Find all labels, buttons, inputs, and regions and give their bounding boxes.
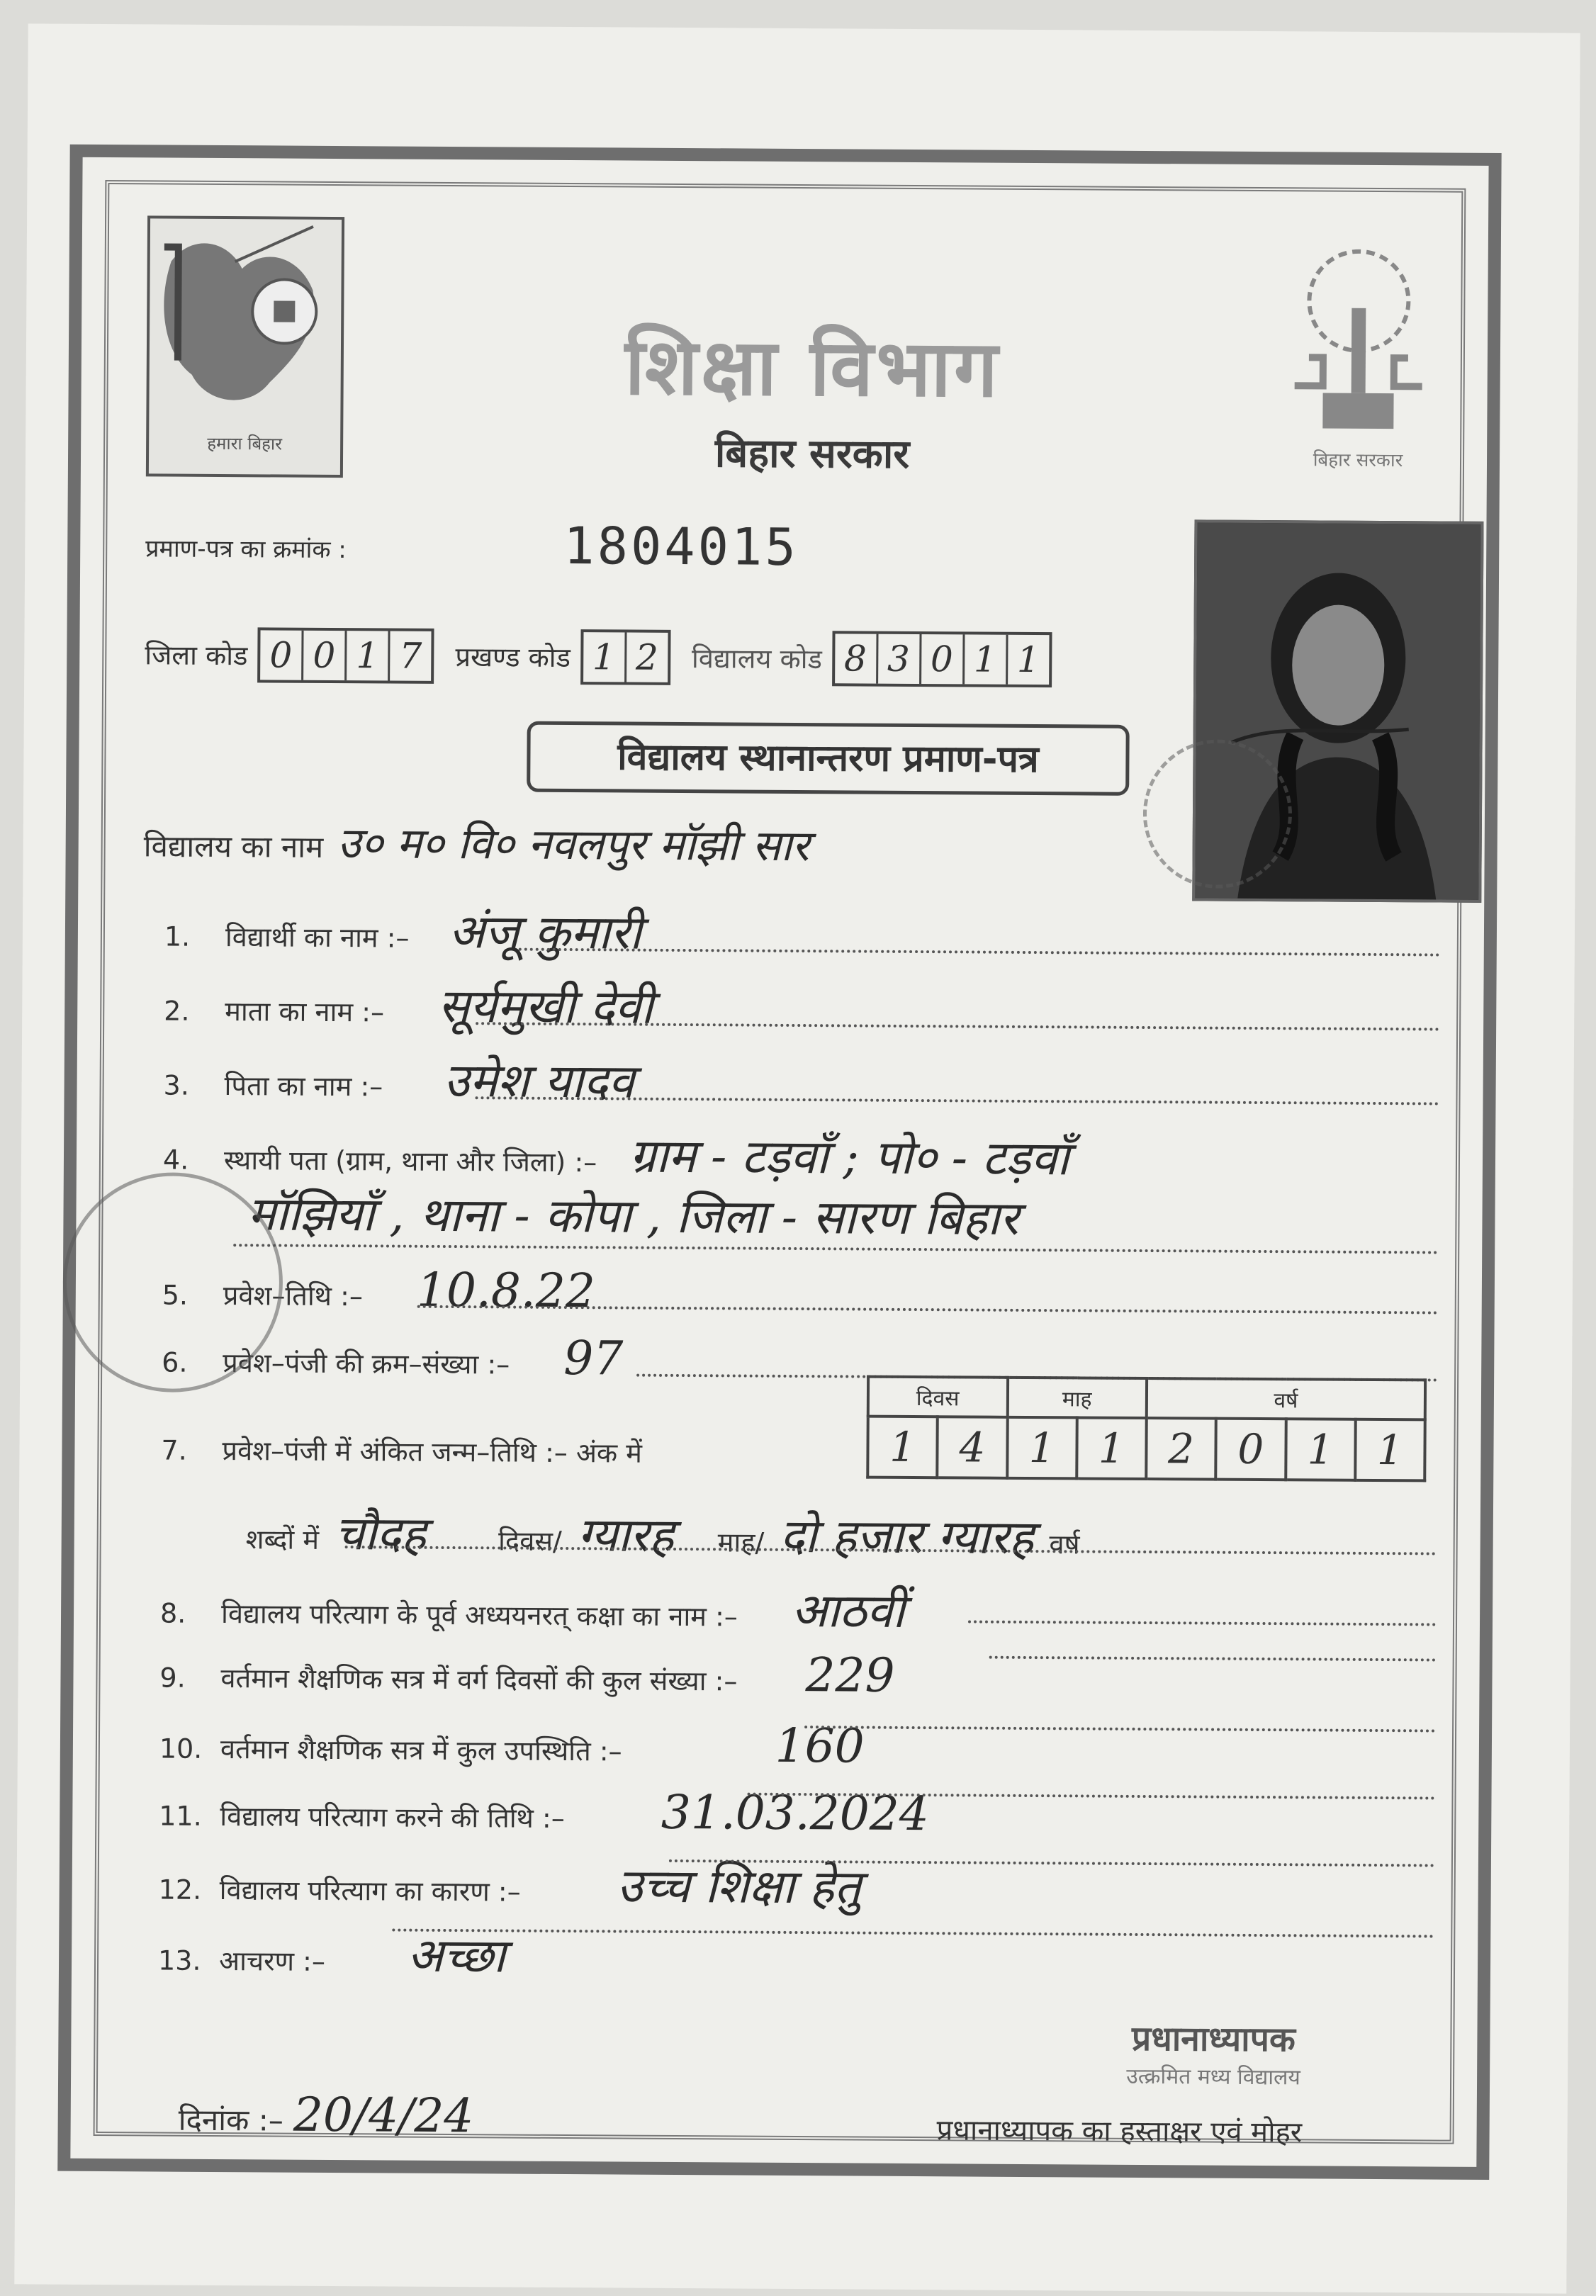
- field-number: 2.: [164, 995, 190, 1027]
- words-label: शब्दों में: [245, 1524, 320, 1555]
- code-digit: 7: [399, 635, 422, 677]
- field-label: स्थायी पता (ग्राम, थाना और जिला) :–: [223, 1144, 597, 1178]
- words-day-value: चौदह: [334, 1506, 427, 1561]
- date-row: [179, 2087, 474, 2144]
- field-value: 31.03.2024: [661, 1784, 929, 1842]
- field-number: 7.: [161, 1434, 187, 1466]
- field-value: सूर्यमुखी देवी: [437, 978, 653, 1035]
- field-label: वर्तमान शैक्षणिक सत्र में वर्ग दिवसों की कुल संख्या :–: [220, 1662, 738, 1697]
- school-round-stamp: [62, 1172, 283, 1393]
- school-name-value: उ० म० वि० नवलपुर मॉझी सार: [337, 818, 810, 872]
- bodhi-tree-emblem-icon: [1280, 244, 1437, 485]
- field-last-class: [160, 1573, 905, 1641]
- school-name-row: [143, 811, 809, 873]
- birth-date-table: [866, 1375, 1427, 1482]
- field-label: विद्यालय परित्याग के पूर्व अध्ययनरत् कक्षा का नाम :–: [220, 1598, 738, 1633]
- month-digit: 1: [1007, 1417, 1077, 1479]
- date-value: 20/4/24: [293, 2087, 474, 2144]
- code-digit: 0: [303, 631, 347, 680]
- code-row: [145, 626, 1052, 687]
- code-digit: 3: [878, 634, 921, 684]
- field-value-line1: ग्राम - टड़वॉं ; पो० - टड़वॉं: [629, 1128, 1069, 1186]
- day-word: दिवस/: [498, 1525, 562, 1557]
- field-label: प्रवेश–पंजी की क्रम–संख्या :–: [223, 1347, 510, 1380]
- field-number: 13.: [157, 1945, 201, 1976]
- month-word: माह/: [717, 1526, 765, 1558]
- field-label: प्रवेश–पंजी में अंकित जन्म–तिथि :– अंक में: [222, 1435, 643, 1469]
- field-number: 5.: [162, 1279, 189, 1311]
- day-digit: 4: [938, 1417, 1008, 1478]
- field-label: विद्यालय परित्याग का कारण :–: [219, 1874, 521, 1908]
- school-name-label: विद्यालय का नाम: [143, 828, 324, 865]
- day-digit: 1: [867, 1417, 938, 1478]
- serial-label: प्रमाण-पत्र का क्रमांक :: [145, 534, 347, 565]
- field-value: आठवीं: [791, 1582, 905, 1638]
- field-number: 3.: [163, 1069, 190, 1101]
- certificate-paper: [14, 23, 1580, 2293]
- birth-date-words-row: [246, 1499, 1080, 1568]
- field-attendance: [159, 1715, 865, 1774]
- field-birth-date: [161, 1431, 642, 1471]
- field-label: प्रवेश–तिथि :–: [223, 1280, 364, 1312]
- field-value: अंजू कुमारी: [449, 904, 642, 960]
- district-code-label: जिला कोड: [145, 639, 248, 672]
- year-word: वर्ष: [1049, 1529, 1080, 1560]
- government-subtitle: बिहार सरकार: [714, 430, 910, 478]
- field-label: विद्यार्थी का नाम :–: [225, 921, 410, 954]
- code-digit: 8: [835, 634, 878, 683]
- code-digit: 0: [260, 630, 303, 680]
- words-month-value: ग्यारह: [577, 1507, 675, 1563]
- field-label: विद्यालय परित्याग करने की तिथि :–: [220, 1801, 565, 1835]
- field-value: 160: [775, 1718, 865, 1774]
- field-label: आचरण :–: [218, 1945, 326, 1977]
- field-value: 10.8.22: [416, 1262, 596, 1319]
- field-number: 4.: [162, 1144, 189, 1176]
- photo-stamp: [1142, 739, 1292, 889]
- code-digit: 1: [347, 631, 390, 680]
- field-father-name: [163, 1045, 634, 1112]
- serial-number: 1804015: [563, 515, 799, 577]
- year-digit: 0: [1215, 1419, 1286, 1480]
- field-value: अच्छा: [407, 1928, 506, 1983]
- month-digit: 1: [1077, 1417, 1147, 1479]
- block-code-box: [580, 629, 670, 685]
- field-value: 229: [805, 1648, 895, 1703]
- code-digit: 1: [583, 632, 626, 682]
- year-digit: 2: [1146, 1418, 1216, 1480]
- code-digit: 2: [635, 636, 659, 678]
- field-number: 10.: [159, 1733, 203, 1765]
- year-digit: 1: [1355, 1419, 1425, 1481]
- stamp-subtitle: उत्क्रमित मध्य विद्यालय: [1126, 2064, 1300, 2090]
- certificate-title: विद्यालय स्थानान्तरण प्रमाण-पत्र: [527, 721, 1130, 796]
- field-label: पिता का नाम :–: [224, 1070, 383, 1103]
- bihar-map-emblem-icon: [146, 215, 344, 478]
- field-number: 11.: [159, 1800, 202, 1832]
- field-label: वर्तमान शैक्षणिक सत्र में कुल उपस्थिति :–: [220, 1733, 622, 1767]
- field-number: 6.: [162, 1346, 188, 1378]
- day-header: दिवस: [868, 1377, 1008, 1417]
- school-code-label: विद्यालय कोड: [691, 643, 823, 675]
- field-number: 8.: [159, 1597, 186, 1629]
- words-year-value: दो हजार ग्यारह: [780, 1508, 1034, 1565]
- code-digit: 1: [965, 634, 1008, 684]
- stamp-title: प्रधानाध्यापक: [1131, 2018, 1296, 2060]
- field-working-days: [159, 1644, 894, 1703]
- field-value: 97: [563, 1330, 624, 1386]
- field-mother-name: [164, 971, 653, 1037]
- field-leaving-date: [159, 1782, 929, 1842]
- field-label: माता का नाम :–: [225, 996, 385, 1028]
- headmaster-stamp: [1079, 2014, 1349, 2090]
- field-value: उमेश यादव: [444, 1052, 635, 1109]
- field-number: 12.: [158, 1874, 202, 1906]
- logo-left-caption: हमारा बिहार: [207, 433, 283, 454]
- field-number: 1.: [164, 921, 191, 952]
- code-digit: 1: [1016, 638, 1040, 681]
- year-header: वर्ष: [1147, 1378, 1425, 1419]
- signature-label: प्रधानाध्यापक का हस्ताक्षर एवं मोहर: [936, 2114, 1303, 2149]
- district-code-box: [257, 627, 434, 684]
- year-digit: 1: [1286, 1419, 1356, 1480]
- field-value-line2: मॉझियॉं , थाना - कोपा , जिला - सारण बिहार: [247, 1186, 1019, 1246]
- field-value: उच्च शिक्षा हेतु: [617, 1858, 861, 1915]
- field-number: 9.: [159, 1662, 186, 1694]
- field-address: [163, 1120, 1069, 1189]
- block-code-label: प्रखण्ड कोड: [455, 641, 571, 674]
- field-student-name: [164, 896, 642, 963]
- school-code-box: [832, 631, 1052, 687]
- logo-right-caption: बिहार सरकार: [1313, 449, 1403, 472]
- month-header: माह: [1007, 1378, 1147, 1418]
- department-title: शिक्षा विभाग: [624, 321, 1001, 415]
- code-digit: 0: [921, 634, 965, 684]
- date-label: दिनांक :–: [178, 2102, 283, 2138]
